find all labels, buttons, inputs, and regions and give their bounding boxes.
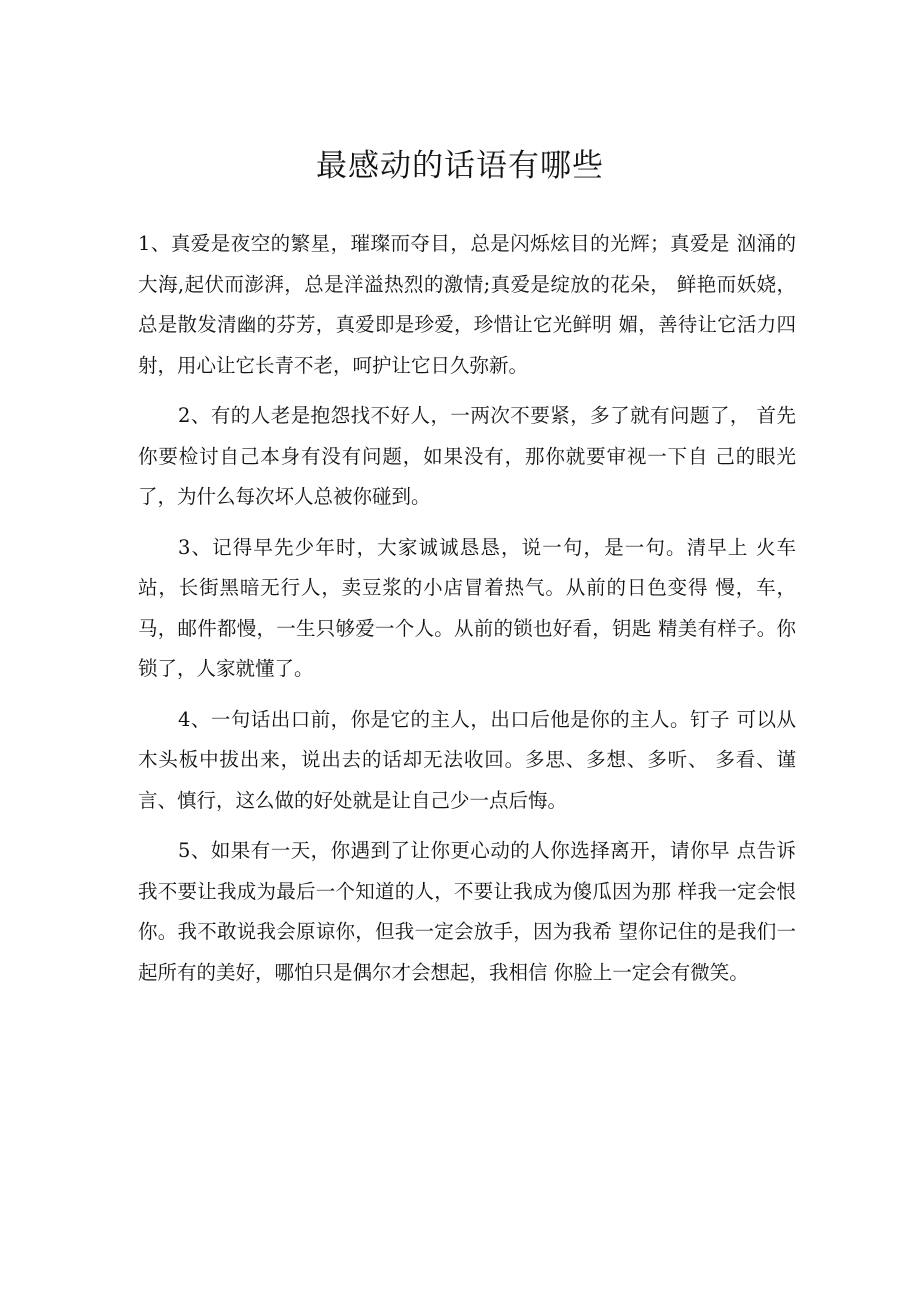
paragraph-5: 5、如果有一天，你遇到了让你更心动的人你选择离开，请你早 点告诉我不要让我成为最后一个知道的人，不要让我成为傻瓜因为那 样我一定会恨你。我不敢说我会原谅你，但我一定会放手，因为我希 望你记住的是我们一起所有的美好，哪怕只是偶尔才会想起，我相信 你脸上一定会有微笑。 xyxy=(138,839,796,984)
document-body xyxy=(138,224,796,993)
document-title: 最感动的话语有哪些 xyxy=(316,148,604,184)
paragraph-4: 4、一句话出口前，你是它的主人，出口后他是你的主人。钉子 可以从木头板中拔出来，说出去的话却无法收回。多思、多想、多听、 多看、谨言、慎行，这么做的好处就是让自己少一点后悔。 xyxy=(138,707,796,812)
paragraph-2: 2、有的人老是抱怨找不好人，一两次不要紧，多了就有问题了， 首先你要检讨自己本身有没有问题，如果没有，那你就要审视一下自 己的眼光了，为什么每次坏人总被你碰到。 xyxy=(138,404,796,508)
paragraph-1: 1、真爱是夜空的繁星，璀璨而夺目，总是闪烁炫目的光辉；真爱是 汹涌的大海,起伏而澎湃，总是洋溢热烈的激情;真爱是绽放的花朵， 鲜艳而妖娆，总是散发清幽的芬芳，真爱即是珍爱，珍惜让它光鲜明 媚，善待让它活力四射，用心让它长青不老，呵护让它日久弥新。 xyxy=(138,232,796,377)
paragraph-3: 3、记得早先少年时，大家诚诚恳恳，说一句，是一句。清早上 火车站，长街黑暗无行人，卖豆浆的小店冒着热气。从前的日色变得 慢，车，马，邮件都慢，一生只够爱一个人。从前的锁也好看，钥匙 精美有样子。你锁了，人家就懂了。 xyxy=(138,535,796,680)
